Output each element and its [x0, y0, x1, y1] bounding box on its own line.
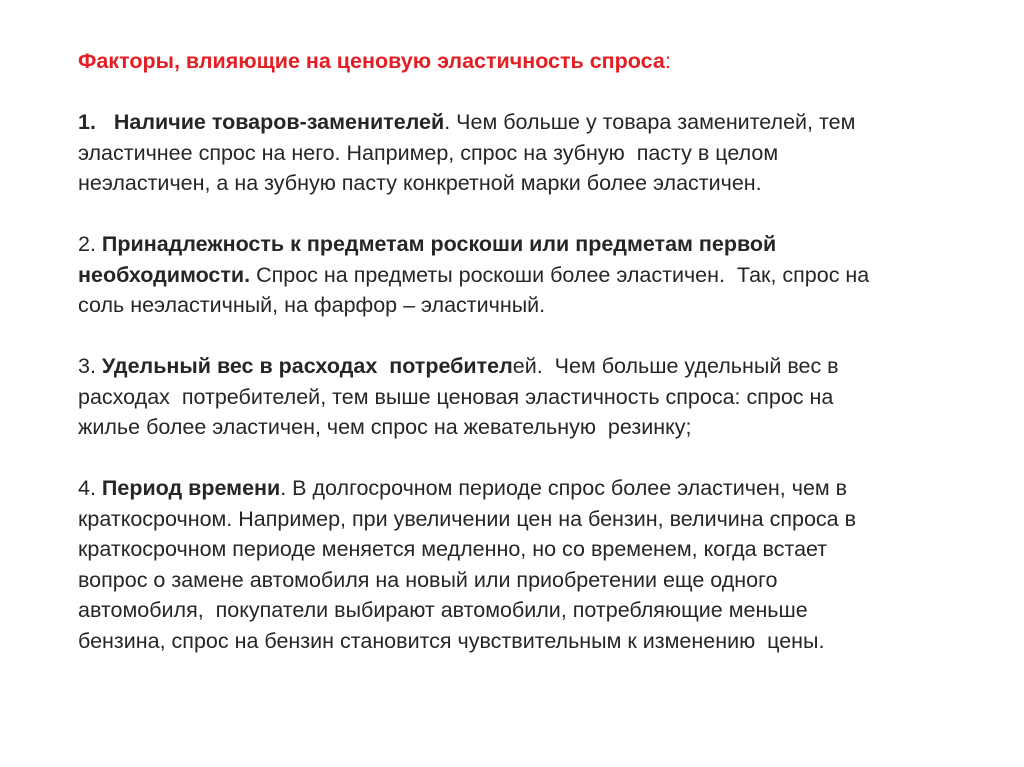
factor-line [78, 351, 958, 382]
factor-line: вопрос о замене автомобиля на новый или приобретении еще одного [78, 567, 778, 592]
factor-heading: Принадлежность к предметам роскоши или предметам первой [101, 232, 777, 256]
factor-line: соль неэластичный, на фарфор – эластичный. [78, 293, 546, 317]
factor-heading: Наличие товаров-заменителей [113, 110, 445, 134]
factor-text: Спрос на предметы роскоши более эластичен. Так, спрос на [250, 262, 870, 287]
factor-item-4 [78, 473, 958, 656]
factor-number: 1. [78, 110, 96, 134]
factor-number: 4. [78, 476, 102, 500]
slide-content [78, 46, 958, 656]
factor-line: эластичнее спрос на него. Например, спрос на зубную пасту в целом [78, 140, 779, 165]
factor-heading: Удельный вес в расходах потребител [101, 354, 513, 378]
title-colon: : [664, 49, 671, 73]
factor-heading: Период времени [101, 476, 281, 500]
factor-item-2 [78, 229, 958, 321]
factor-line: краткосрочном. Например, при увеличении цен на бензин, величина спроса в [78, 506, 856, 531]
factor-text: ей. Чем больше удельный вес в [512, 354, 839, 378]
factor-item-3 [78, 351, 958, 443]
factor-line [78, 229, 958, 260]
factor-line [78, 473, 958, 504]
title-text: Факторы, влияющие на ценовую эластичность спроса [78, 49, 665, 73]
factor-item-1 [78, 107, 958, 199]
factor-line [78, 260, 958, 291]
factor-heading-continued: необходимости. [78, 262, 251, 287]
factor-number: 2. [78, 232, 102, 256]
factor-line: автомобиля, покупатели выбирают автомобили, потребляющие меньше [78, 598, 808, 622]
factor-line: бензина, спрос на бензин становится чувствительным к изменению цены. [78, 628, 825, 653]
factor-text: . В долгосрочном периоде спрос более эластичен, чем в [280, 476, 848, 500]
factor-line: жилье более эластичен, чем спрос на жевательную резинку; [78, 415, 692, 439]
slide-title [78, 46, 958, 77]
factor-line: неэластичен, а на зубную пасту конкретной марки более эластичен. [78, 171, 762, 195]
factor-number: 3. [78, 354, 102, 378]
factor-line: краткосрочном периоде меняется медленно, но со временем, когда встает [78, 537, 828, 561]
factor-line: расходах потребителей, тем выше ценовая эластичность спроса: спрос на [78, 384, 834, 409]
factor-line [78, 107, 958, 138]
factor-text: . Чем больше у товара заменителей, тем [444, 110, 856, 134]
